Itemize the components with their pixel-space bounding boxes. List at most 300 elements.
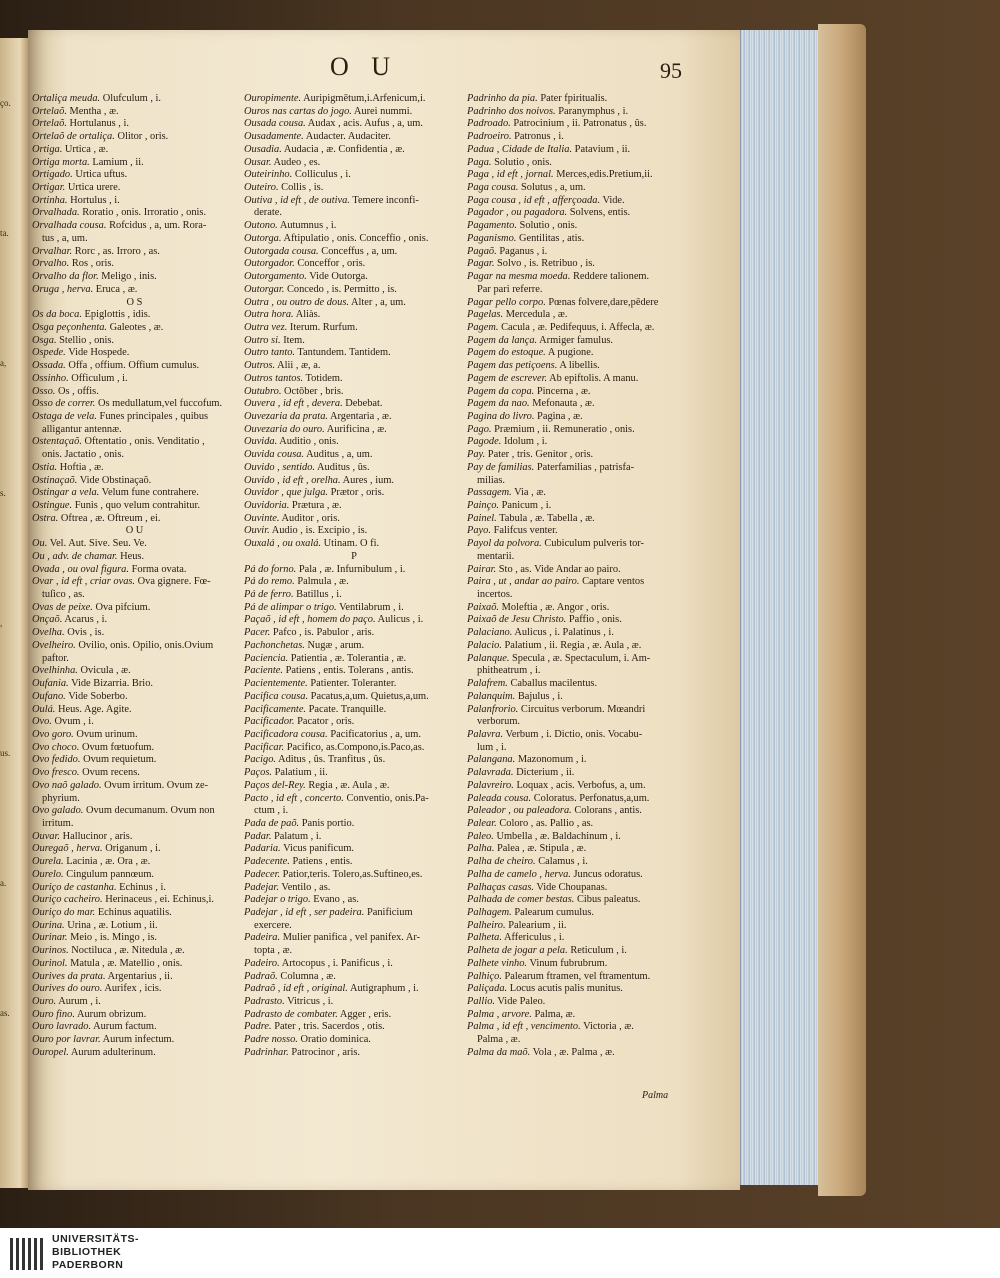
dictionary-line xyxy=(32,742,237,755)
dictionary-line xyxy=(467,1034,695,1047)
dictionary-line xyxy=(32,322,237,335)
definition: Calamus , i. xyxy=(538,856,588,868)
definition: Debebat. xyxy=(345,398,383,410)
dictionary-line xyxy=(244,475,464,488)
dictionary-line xyxy=(467,131,695,144)
headword: Palha de camelo , herva. xyxy=(467,868,571,880)
headword: Ouvidor , que julga. xyxy=(244,487,328,499)
definition: Patior,teris. Tolero,as.Suftineo,es. xyxy=(282,868,423,880)
definition: Os medullatum,vel fuccofum. xyxy=(98,398,223,410)
dictionary-line xyxy=(32,373,237,386)
definition: Palearium , ii. xyxy=(508,919,567,931)
dictionary-line xyxy=(467,1047,695,1060)
definition: Olitor , oris. xyxy=(117,131,169,143)
headword: Padeira. xyxy=(244,932,281,944)
headword: Ouvido , sentido. xyxy=(244,461,315,473)
definition: Aurei nummi. xyxy=(353,105,413,117)
headword: Ourinos. xyxy=(32,945,69,957)
headword: Outra , ou outro de dous. xyxy=(244,296,349,308)
definition: Vide Paleo. xyxy=(497,996,546,1008)
definition: Temere inconfi- xyxy=(352,194,419,206)
definition: Pater , tris. Genitor , oris. xyxy=(487,449,594,461)
dictionary-line xyxy=(244,767,464,780)
definition: Solutio , onis. xyxy=(519,220,578,232)
definition: Circuitus verborum. Mœandri xyxy=(520,703,646,715)
headword: Ortaliça meuda. xyxy=(32,93,101,104)
headword: Padre nosso. xyxy=(244,1034,298,1046)
dictionary-line xyxy=(244,894,464,907)
headword: Ortiga morta. xyxy=(32,156,90,168)
dictionary-line xyxy=(244,958,464,971)
dictionary-line xyxy=(32,996,237,1009)
definition: Pœnas folvere,dare,pēdere xyxy=(548,296,659,308)
definition: Par pari referre. xyxy=(477,283,543,295)
definition: Vide Soberbo. xyxy=(68,690,128,702)
left-page-fragment: ço. xyxy=(0,98,11,108)
dictionary-line xyxy=(32,195,237,208)
dictionary-line xyxy=(244,780,464,793)
headword: Ortigar. xyxy=(32,182,66,194)
dictionary-line xyxy=(32,831,237,844)
dictionary-line xyxy=(467,958,695,971)
definition: verborum. xyxy=(477,716,520,728)
definition: Ab epiftolis. A manu. xyxy=(549,372,639,384)
headword: Orvalho. xyxy=(32,258,70,270)
dictionary-line xyxy=(244,436,464,449)
definition: milias. xyxy=(477,474,505,486)
dictionary-line xyxy=(467,678,695,691)
dictionary-line xyxy=(244,538,464,551)
dictionary-line xyxy=(32,754,237,767)
dictionary-line xyxy=(32,780,237,793)
headword: Ou. xyxy=(32,538,48,550)
headword: Palear. xyxy=(467,817,497,829)
definition: Ovicula , æ. xyxy=(80,665,131,677)
definition: Ovilio, onis. Opilio, onis.Ovium xyxy=(78,639,214,651)
dictionary-line xyxy=(32,398,237,411)
definition: topta , æ. xyxy=(254,945,293,957)
definition: Aulicus , i. Palatinus , i. xyxy=(514,627,614,639)
dictionary-line xyxy=(244,653,464,666)
dictionary-line xyxy=(244,869,464,882)
definition: Ova gignere. Fœ- xyxy=(137,576,211,588)
dictionary-line xyxy=(467,373,695,386)
section-letter: P xyxy=(351,550,357,562)
dictionary-line xyxy=(467,271,695,284)
headword: Palafrem. xyxy=(467,678,508,690)
definition: Totidem. xyxy=(305,372,343,384)
dictionary-line xyxy=(32,93,237,106)
definition: Vide Obstinaçaõ. xyxy=(79,474,152,486)
dictionary-line xyxy=(32,614,237,627)
definition: phyrium. xyxy=(42,792,80,804)
definition: Velum fune contrahere. xyxy=(101,487,199,499)
column-1 xyxy=(32,93,237,1060)
headword: Ouvera , id eft , devera. xyxy=(244,398,343,410)
dictionary-line xyxy=(32,576,237,589)
definition: Palearum cumulus. xyxy=(514,907,594,918)
definition: Vide Outorga. xyxy=(309,271,368,283)
definition: tuſico , as. xyxy=(42,589,85,601)
headword: Ousadia. xyxy=(244,143,282,155)
definition: Concedo , is. Permitto , is. xyxy=(286,283,397,295)
dictionary-line xyxy=(32,182,237,195)
dictionary-line xyxy=(32,551,237,564)
dictionary-line xyxy=(244,462,464,475)
dictionary-line xyxy=(32,335,237,348)
dictionary-line xyxy=(32,144,237,157)
dictionary-line xyxy=(32,1009,237,1022)
left-page-margin xyxy=(0,38,28,1188)
left-page-fragment: , xyxy=(0,618,3,628)
dictionary-line xyxy=(32,106,237,119)
dictionary-line xyxy=(244,704,464,717)
definition: Lacinia , æ. Ora , æ. xyxy=(66,856,151,868)
dictionary-line xyxy=(467,653,695,666)
definition: Aurum factum. xyxy=(93,1021,157,1033)
running-head: O U xyxy=(330,52,399,81)
headword: Outra hora. xyxy=(244,309,294,321)
left-page-fragment: as. xyxy=(0,1008,10,1018)
headword: Palaciano. xyxy=(467,627,513,639)
definition: Tantundem. Tantidem. xyxy=(297,347,391,359)
definition: onis. Jactatio , onis. xyxy=(42,449,124,461)
dictionary-line xyxy=(244,564,464,577)
definition: Patavium , ii. xyxy=(574,143,631,155)
dictionary-line xyxy=(467,475,695,488)
definition: Officulum , i. xyxy=(71,372,128,384)
definition: Panis portio. xyxy=(301,817,355,829)
definition: Regia , æ. Aula , æ. xyxy=(308,779,390,791)
dictionary-line xyxy=(244,500,464,513)
dictionary-line xyxy=(244,576,464,589)
headword: Palavra. xyxy=(467,728,504,740)
dictionary-line xyxy=(244,487,464,500)
headword: Outros. xyxy=(244,360,276,372)
headword: Pagode. xyxy=(467,436,502,448)
definition: Galeotes , æ. xyxy=(109,321,164,333)
definition: Meio , is. Mingo , is. xyxy=(70,932,158,944)
dictionary-line xyxy=(244,665,464,678)
dictionary-line xyxy=(467,246,695,259)
headword: Paciente. xyxy=(244,665,283,677)
dictionary-line xyxy=(467,691,695,704)
definition: Bajulus , i. xyxy=(517,690,563,702)
definition: derate. xyxy=(254,207,282,219)
definition: Audeo , es. xyxy=(273,156,321,168)
headword: Pagem da lança. xyxy=(467,334,538,346)
headword: Ourinol. xyxy=(32,957,68,969)
headword: Ouvidoria. xyxy=(244,500,290,511)
headword: Ovas de peixe. xyxy=(32,601,93,613)
definition: Palatium , ii. Regia , æ. Aula , æ. xyxy=(504,639,642,651)
definition: Locus acutis palis munitus. xyxy=(509,983,623,995)
dictionary-line xyxy=(32,589,237,602)
definition: Reticulum , i. xyxy=(570,945,627,957)
dictionary-line xyxy=(467,869,695,882)
headword: Ousadamente. xyxy=(244,131,304,143)
dictionary-line xyxy=(467,704,695,717)
dictionary-line xyxy=(32,907,237,920)
dictionary-line xyxy=(244,754,464,767)
dictionary-line xyxy=(244,207,464,220)
definition: Gentilitas , atis. xyxy=(518,232,585,244)
dictionary-line xyxy=(467,525,695,538)
dictionary-line xyxy=(467,538,695,551)
definition: Aures , ium. xyxy=(342,474,394,486)
definition: Item. xyxy=(283,334,305,346)
headword: Ourela. xyxy=(32,856,64,868)
headword: Outro tanto. xyxy=(244,347,295,359)
headword: Ourelo. xyxy=(32,868,64,880)
headword: Outorgador. xyxy=(244,258,295,270)
dictionary-line xyxy=(244,246,464,259)
headword: Padar. xyxy=(244,830,272,842)
dictionary-line xyxy=(467,729,695,742)
definition: Aurum adulterinum. xyxy=(70,1046,156,1058)
dictionary-line xyxy=(467,411,695,424)
definition: Ros , oris. xyxy=(71,258,114,270)
definition: Vinum fubrubrum. xyxy=(529,957,608,969)
definition: Coloro , as. Pallio , as. xyxy=(499,817,594,829)
dictionary-line xyxy=(32,411,237,424)
definition: Dicterium , ii. xyxy=(516,767,575,779)
definition: Aurum , i. xyxy=(58,996,101,1008)
definition: Aulicus , i. xyxy=(377,614,424,626)
definition: Vide Bizarria. Brio. xyxy=(71,678,153,690)
definition: Rofcidus , a, um. Rora- xyxy=(109,220,207,232)
definition: Pacator , oris. xyxy=(297,716,355,728)
dictionary-line xyxy=(244,640,464,653)
headword: Paga , id eft , jornal. xyxy=(467,169,554,181)
definition: Matula , æ. Matellio , onis. xyxy=(70,957,183,969)
headword: Outono. xyxy=(244,220,278,232)
dictionary-line xyxy=(467,500,695,513)
headword: Palanque. xyxy=(467,652,510,664)
column-2 xyxy=(244,93,464,1060)
definition: Os , offis. xyxy=(58,385,99,397)
headword: Palha. xyxy=(467,843,495,855)
definition: Pater fpiritualis. xyxy=(540,93,608,104)
left-page-fragment: ta. xyxy=(0,228,9,238)
definition: Patrocinor , aris. xyxy=(291,1046,361,1058)
dictionary-line xyxy=(244,411,464,424)
dictionary-line xyxy=(32,1021,237,1034)
definition: Paffio , onis. xyxy=(568,614,622,626)
headword: Ouriço cacheiro. xyxy=(32,894,103,906)
headword: Palheiro. xyxy=(467,919,506,931)
headword: Osga. xyxy=(32,334,57,346)
headword: Orvalhar. xyxy=(32,245,73,257)
headword: Palavreiro. xyxy=(467,779,514,791)
dictionary-line xyxy=(467,576,695,589)
definition: Vicus panificum. xyxy=(283,843,355,855)
dictionary-line xyxy=(467,360,695,373)
dictionary-line xyxy=(244,106,464,119)
dictionary-line xyxy=(467,513,695,526)
definition: Pacifico, as.Compono,is.Paco,as. xyxy=(286,741,425,753)
headword: Ourives da prata. xyxy=(32,970,106,982)
headword: Ourinar. xyxy=(32,932,68,944)
definition: Collis , is. xyxy=(281,182,324,194)
dictionary-line xyxy=(244,182,464,195)
dictionary-line xyxy=(467,945,695,958)
dictionary-line xyxy=(244,716,464,729)
definition: Patiens , entis. Tolerans , antis. xyxy=(285,665,414,677)
headword: Palangana. xyxy=(467,754,516,766)
headword: Paleador , ou paleadora. xyxy=(467,805,572,817)
dictionary-line xyxy=(244,983,464,996)
dictionary-line xyxy=(32,347,237,360)
headword: Paga cousa. xyxy=(467,182,519,194)
headword: Pacificadora cousa. xyxy=(244,728,328,740)
dictionary-line xyxy=(32,449,237,462)
headword: Ortiga. xyxy=(32,143,63,155)
definition: Audax , acis. Aufus , a, um. xyxy=(307,118,423,130)
dictionary-line xyxy=(467,335,695,348)
dictionary-line xyxy=(467,118,695,131)
dictionary-line xyxy=(32,1034,237,1047)
headword: Ouvida. xyxy=(244,436,278,448)
dictionary-line xyxy=(467,424,695,437)
definition: Cingulum pannœum. xyxy=(66,868,155,880)
headword: Ouro fino. xyxy=(32,1008,75,1020)
dictionary-line xyxy=(467,297,695,310)
headword: Ostinaçaõ. xyxy=(32,474,78,486)
definition: Meligo , inis. xyxy=(101,271,157,283)
definition: Ovum fœtuofum. xyxy=(81,741,155,753)
headword: Ouregaõ , herva. xyxy=(32,843,103,855)
headword: Outeiro. xyxy=(244,182,279,194)
dictionary-line xyxy=(32,971,237,984)
dictionary-line xyxy=(467,233,695,246)
dictionary-line xyxy=(467,589,695,602)
definition: Auditus , a, um. xyxy=(306,449,373,461)
library-name-line-3: PADERBORN xyxy=(52,1259,124,1271)
definition: Sto , as. Vide Andar ao pairo. xyxy=(498,563,621,575)
definition: Oftrea , æ. Oftreum , ei. xyxy=(60,512,161,524)
headword: Ouxalá , ou oxalá. xyxy=(244,538,322,550)
dictionary-line xyxy=(32,856,237,869)
headword: Ouvida cousa. xyxy=(244,449,305,461)
headword: Paganismo. xyxy=(467,232,517,244)
definition: Hortulus , i. xyxy=(70,194,120,206)
headword: Paleada cousa. xyxy=(467,792,532,804)
definition: Vide. xyxy=(602,194,625,206)
dictionary-line xyxy=(32,653,237,666)
definition: Urtica uftus. xyxy=(75,169,128,181)
dictionary-line xyxy=(244,118,464,131)
dictionary-line xyxy=(244,971,464,984)
definition: Patiens , entis. xyxy=(292,856,353,868)
definition: Via , æ. xyxy=(514,487,546,499)
definition: Echinus aquatilis. xyxy=(97,907,172,918)
definition: Palatium , ii. xyxy=(274,767,328,779)
headword: Outorga. xyxy=(244,232,282,244)
library-logo-icon xyxy=(8,1234,46,1274)
definition: Auditor , oris. xyxy=(281,512,340,524)
dictionary-line xyxy=(467,640,695,653)
definition: Solutus , a, um. xyxy=(520,182,586,194)
headword: Outorgar. xyxy=(244,283,285,295)
headword: Ovar , id eft , criar ovas. xyxy=(32,576,136,588)
definition: Agger , eris. xyxy=(339,1008,392,1020)
dictionary-line xyxy=(467,983,695,996)
headword: Ourina. xyxy=(32,919,65,931)
headword: Padrasto de combater. xyxy=(244,1008,338,1020)
headword: Ovo naõ galado. xyxy=(32,779,102,791)
column-3 xyxy=(467,93,695,1060)
dictionary-line xyxy=(467,805,695,818)
definition: ctum , i. xyxy=(254,805,289,817)
dictionary-line xyxy=(244,322,464,335)
dictionary-line xyxy=(32,513,237,526)
headword: Paira , ut , andar ao pairo. xyxy=(467,576,580,588)
dictionary-line xyxy=(244,297,464,310)
dictionary-line xyxy=(244,513,464,526)
definition: Noctiluca , æ. Nitedula , æ. xyxy=(71,945,185,957)
definition: A libellis. xyxy=(559,360,600,372)
definition: Artocopus , i. Panificus , i. xyxy=(281,957,393,969)
headword: Oufano. xyxy=(32,690,66,702)
definition: Ovum requietum. xyxy=(83,754,157,766)
headword: Passagem. xyxy=(467,487,512,499)
headword: Palavrada. xyxy=(467,767,514,779)
dictionary-line xyxy=(244,220,464,233)
dictionary-line xyxy=(467,754,695,767)
definition: Hallucinor , aris. xyxy=(62,830,133,842)
headword: Padroeiro. xyxy=(467,131,512,143)
headword: Paixaõ. xyxy=(467,601,500,613)
definition: Rorc , as. Irroro , as. xyxy=(74,245,160,257)
definition: Heus. Age. Agite. xyxy=(58,703,132,715)
dictionary-line xyxy=(467,347,695,360)
dictionary-line xyxy=(32,487,237,500)
definition: Mentha , æ. xyxy=(69,105,119,117)
dictionary-line xyxy=(467,564,695,577)
definition: Pater , tris. Sacerdos , otis. xyxy=(274,1021,385,1033)
definition: Conventio, onis.Pa- xyxy=(346,792,429,804)
headword: Paçaõ , id eft , homem do paço. xyxy=(244,614,376,626)
headword: Ouros nas cartas do jogo. xyxy=(244,105,352,117)
dictionary-line xyxy=(467,996,695,1009)
definition: Umbella , æ. Baldachinum , i. xyxy=(496,830,621,842)
headword: Pachonchetas. xyxy=(244,639,305,651)
headword: Osso. xyxy=(32,385,56,397)
dictionary-line xyxy=(467,169,695,182)
headword: Pay de familias. xyxy=(467,461,535,473)
dictionary-line xyxy=(244,271,464,284)
headword: Paixaõ de Jesu Christo. xyxy=(467,614,567,626)
definition: Idolum , i. xyxy=(503,436,548,448)
definition: Pafco , is. Pabulor , aris. xyxy=(272,627,375,639)
definition: Palearum ftramen, vel ftramentum. xyxy=(504,970,651,982)
definition: Alter , a, um. xyxy=(351,296,406,308)
left-page-fragment: us. xyxy=(0,748,11,758)
page-edges xyxy=(740,30,819,1185)
dictionary-line xyxy=(467,602,695,615)
definition: Pagina , æ. xyxy=(537,410,583,422)
dictionary-line xyxy=(467,449,695,462)
definition: tus , a, um. xyxy=(42,232,88,244)
definition: Palma , æ. xyxy=(477,1034,521,1046)
dictionary-line xyxy=(32,1047,237,1060)
dictionary-line xyxy=(467,882,695,895)
dictionary-line xyxy=(32,882,237,895)
dictionary-line xyxy=(32,691,237,704)
headword: Padraõ , id eft , original. xyxy=(244,983,348,995)
dictionary-line xyxy=(32,640,237,653)
